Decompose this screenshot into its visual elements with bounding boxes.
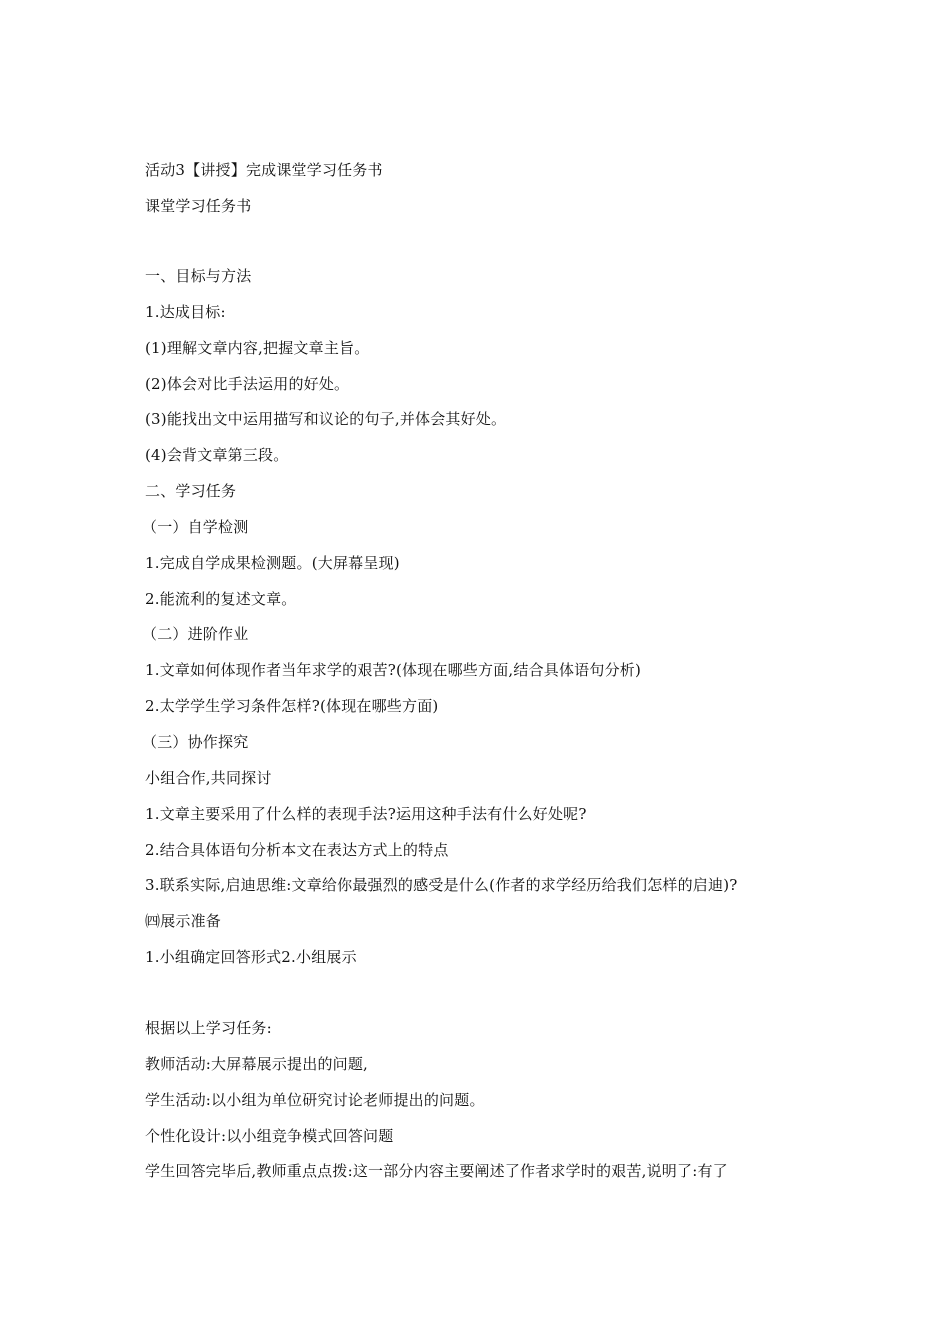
task-book-title: 课堂学习任务书 [145,197,252,215]
explore-item-3: 3.联系实际,启迪思维:文章给你最强烈的感受是什么(作者的求学经历给我们怎样的启迪)? [145,876,738,894]
explore-item-2: 2.结合具体语句分析本文在表达方式上的特点 [145,841,449,859]
personalized-design: 个性化设计:以小组竞争模式回答问题 [145,1127,394,1145]
explore-heading: （三）协作探究 [142,733,249,751]
self-check-heading: （一）自学检测 [142,518,249,536]
goal-item-1: (1)理解文章内容,把握文章主旨。 [145,339,370,357]
explore-item-1: 1.文章主要采用了什么样的表现手法?运用这种手法有什么好处呢? [145,805,587,823]
present-heading: ㈣展示准备 [145,912,222,930]
goal-item-4: (4)会背文章第三段。 [145,446,289,464]
student-activity: 学生活动:以小组为单位研究讨论老师提出的问题。 [145,1091,485,1109]
based-on-tasks: 根据以上学习任务: [145,1019,272,1037]
self-check-item-1: 1.完成自学成果检测题。(大屏幕呈现) [145,554,400,572]
teacher-activity: 教师活动:大屏幕展示提出的问题, [145,1055,369,1073]
teacher-guidance: 学生回答完毕后,教师重点点拨:这一部分内容主要阐述了作者求学时的艰苦,说明了:有了 [145,1162,728,1180]
section-tasks-heading: 二、学习任务 [145,482,237,500]
goal-item-2: (2)体会对比手法运用的好处。 [145,375,350,393]
advanced-item-1: 1.文章如何体现作者当年求学的艰苦?(体现在哪些方面,结合具体语句分析) [145,661,642,679]
present-items: 1.小组确定回答形式2.小组展示 [145,948,357,966]
self-check-item-2: 2.能流利的复述文章。 [145,590,297,608]
advanced-heading: （二）进阶作业 [142,625,249,643]
activity-heading: 活动3【讲授】完成课堂学习任务书 [145,161,383,179]
goal-item-3: (3)能找出文中运用描写和议论的句子,并体会其好处。 [145,410,507,428]
section-goals-heading: 一、目标与方法 [145,267,252,285]
advanced-item-2: 2.太学学生学习条件怎样?(体现在哪些方面) [145,697,439,715]
goals-subheading: 1.达成目标: [145,303,226,321]
explore-intro: 小组合作,共同探讨 [145,769,272,787]
